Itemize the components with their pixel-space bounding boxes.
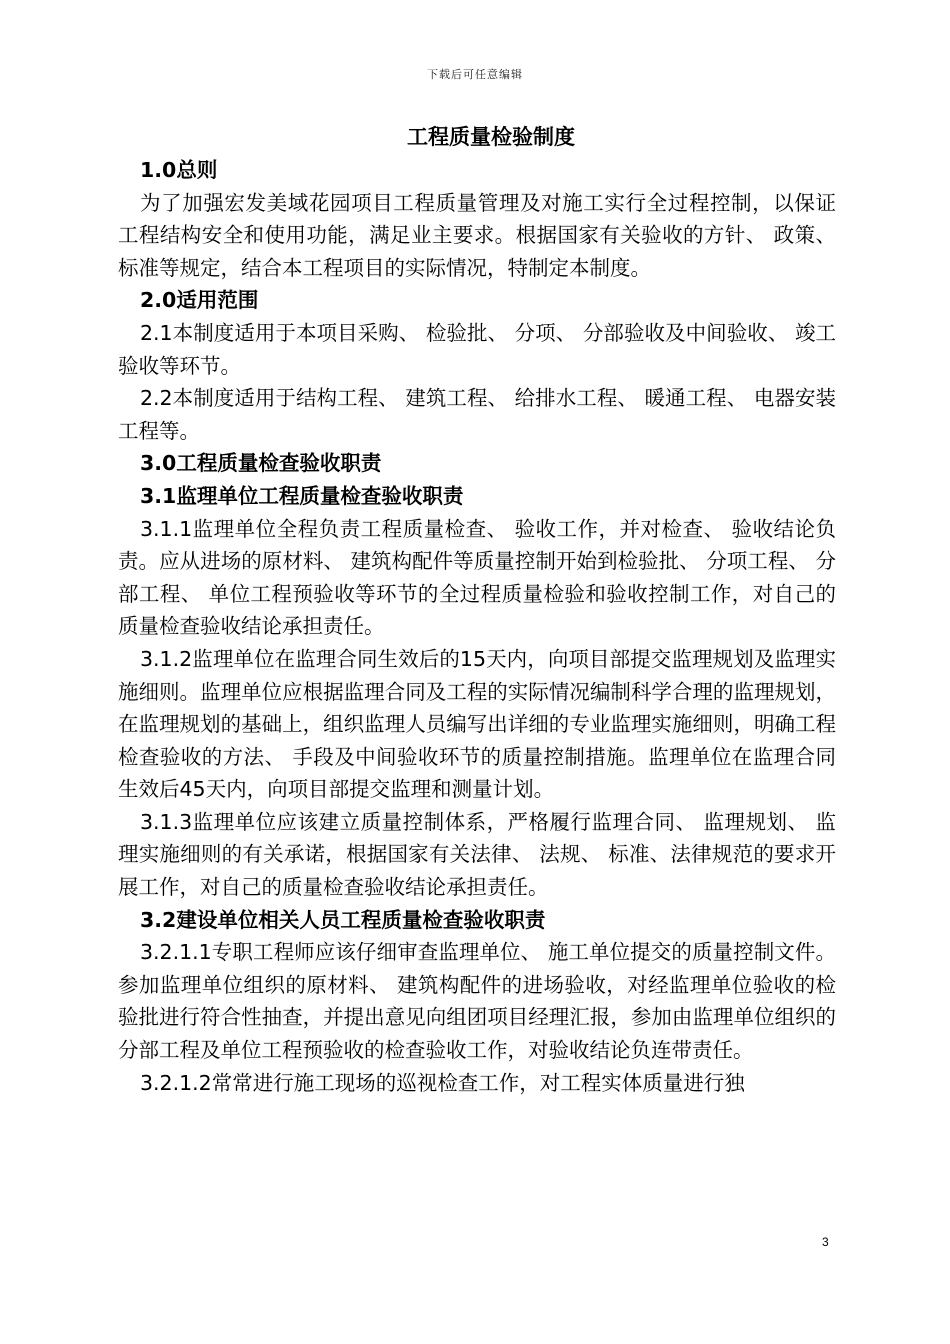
page-number: 3 xyxy=(822,1235,829,1249)
section-heading: 3.1监理单位工程质量检查验收职责 xyxy=(140,483,464,508)
section-heading: 2.0适用范围 xyxy=(140,288,259,313)
section-heading: 3.0工程质量检查验收职责 xyxy=(140,451,382,476)
document-title: 工程质量检验制度 xyxy=(407,125,575,149)
paragraph: 为了加强宏发美域花园项目工程质量管理及对施工实行全过程控制，以保证工程结构安全和使用功能，满足业主要求。根据国家有关验收的方针、 政策、 标准等规定，结合本工程项目的实际情况，特制定本制度。 xyxy=(118,190,843,280)
paragraph: 3.1.1监理单位全程负责工程质量检查、 验收工作，并对检查、 验收结论负责。应从进场的原材料、 建筑构配件等质量控制开始到检验批、 分项工程、 分部工程、 单位工程预验收等环节的全过程质量检验和验收控制工作，对自己的质量检查验收结论承担责任。 xyxy=(118,516,836,639)
paragraph: 3.1.2监理单位在监理合同生效后的15天内，向项目部提交监理规划及监理实施细则。监理单位应根据监理合同及工程的实际情况编制科学合理的监理规划，在监理规划的基础上，组织监理人员编写出详细的专业监理实施细则，明确工程检查验收的方法、 手段及中间验收环节的质量控制措施。监理单位在监理合同生效后45天内，向项目部提交监理和测量计划。 xyxy=(118,646,836,802)
page-header-note: 下载后可任意编辑 xyxy=(427,68,523,81)
paragraph: 2.1本制度适用于本项目采购、 检验批、 分项、 分部验收及中间验收、 竣工验收等环节。 xyxy=(118,320,836,378)
paragraph: 3.2.1.2常常进行施工现场的巡视检查工作，对工程实体质量进行独 xyxy=(140,1070,745,1095)
paragraph: 2.2本制度适用于结构工程、 建筑工程、 给排水工程、 暖通工程、 电器安装工程等。 xyxy=(118,386,836,443)
section-heading: 3.2建设单位相关人员工程质量检查验收职责 xyxy=(140,907,546,932)
document-body xyxy=(118,120,843,1099)
section-heading: 1.0总则 xyxy=(140,158,218,182)
paragraph: 3.2.1.1专职工程师应该仔细审查监理单位、 施工单位提交的质量控制文件。参加监理单位组织的原材料、 建筑构配件的进场验收，对经监理单位验收的检验批进行符合性抽查，并提出意见向组团项目经理汇报，参加由监理单位组织的分部工程及单位工程预验收的检查验收工作，对验收结论负连带责任。 xyxy=(118,940,836,1063)
paragraph: 3.1.3监理单位应该建立质量控制体系，严格履行监理合同、 监理规划、 监理实施细则的有关承诺，根据国家有关法律、 法规、 标准、法律规范的要求开展工作，对自己的质量检查验收结论承担责任。 xyxy=(118,809,836,900)
